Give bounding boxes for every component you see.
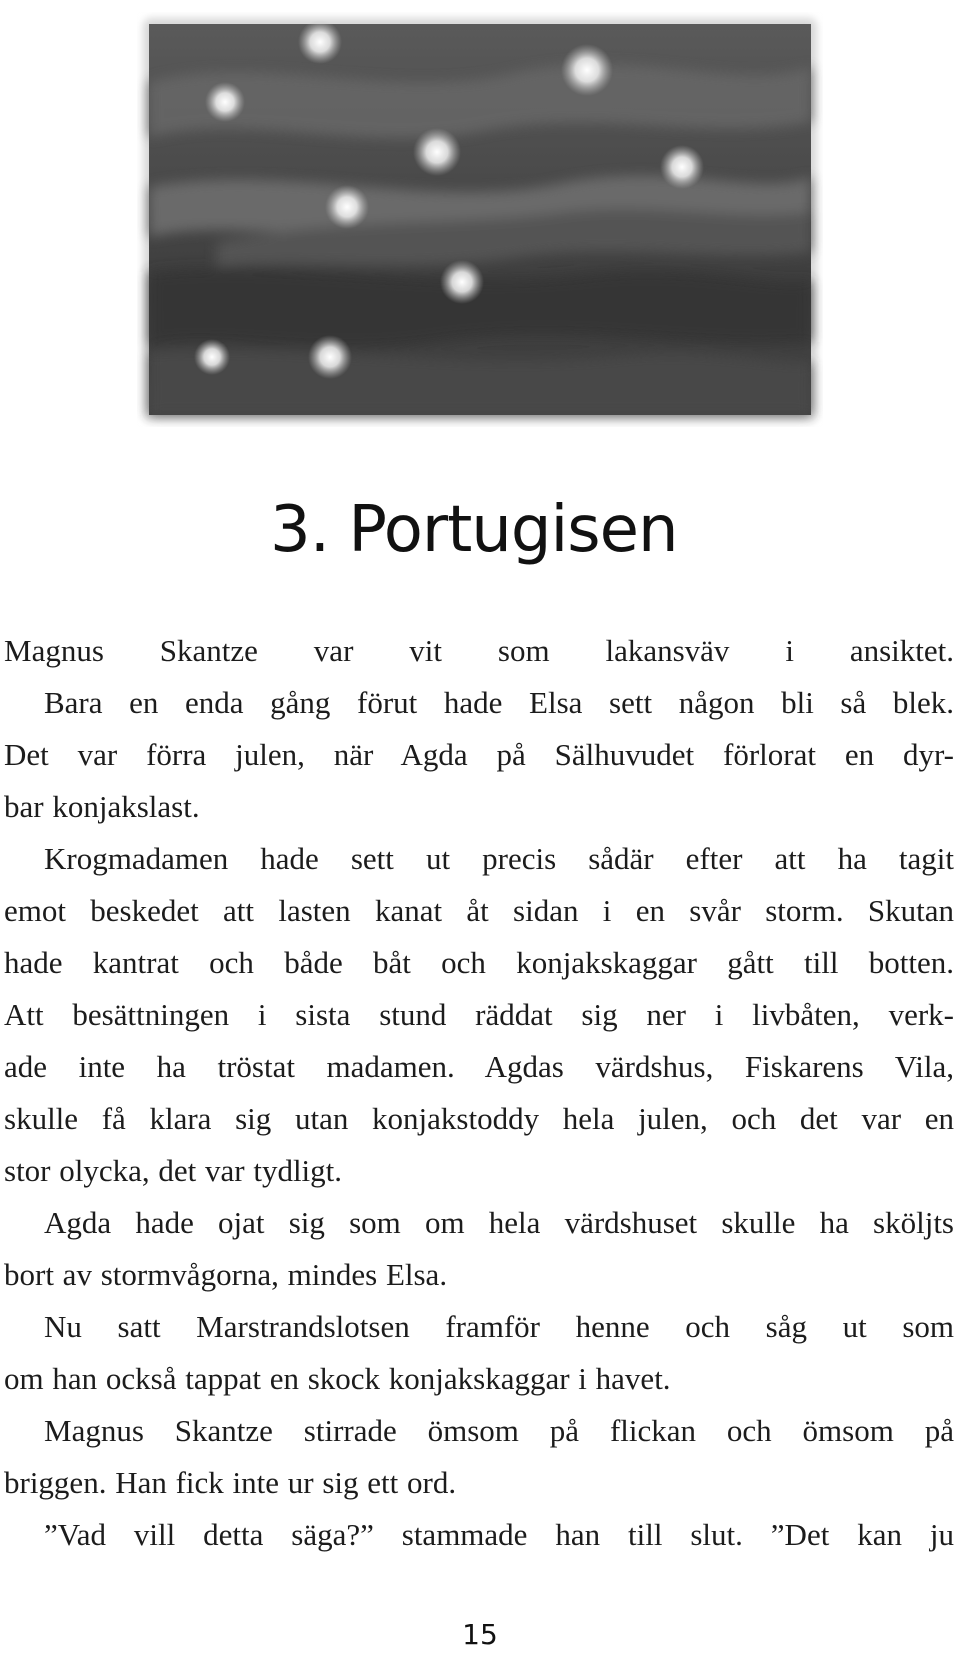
text-line: Agda hade ojat sig som om hela värdshuset skulle ha sköljts bbox=[44, 1205, 954, 1240]
text-line: ade inte ha tröstat madamen. Agdas värdshus, Fiskarens Vila, bbox=[4, 1049, 954, 1084]
text-line: hade kantrat och både båt och konjakskaggar gått till botten. bbox=[4, 945, 954, 980]
page-number: 15 bbox=[462, 1618, 498, 1651]
text-line: bort av stormvågorna, mindes Elsa. bbox=[4, 1257, 448, 1292]
text-line: ”Vad vill detta säga?” stammade han till slut. ”Det kan ju bbox=[44, 1517, 954, 1552]
text-line: emot beskedet att lasten kanat åt sidan i en svår storm. Skutan bbox=[4, 893, 954, 928]
chapter-title: 3. Portugisen bbox=[270, 493, 678, 567]
text-line: Krogmadamen hade sett ut precis sådär efter att ha tagit bbox=[44, 841, 954, 876]
text-line: om han också tappat en skock konjakskaggar i havet. bbox=[4, 1361, 671, 1396]
night-sky-illustration bbox=[137, 12, 823, 427]
text-line: Bara en enda gång förut hade Elsa sett någon bli så blek. bbox=[44, 685, 954, 720]
text-line: skulle få klara sig utan konjakstoddy hela julen, och det var en bbox=[4, 1101, 954, 1136]
text-line: briggen. Han fick inte ur sig ett ord. bbox=[4, 1465, 457, 1500]
text-line: stor olycka, det var tydligt. bbox=[4, 1153, 343, 1188]
text-line: Det var förra julen, när Agda på Sälhuvudet förlorat en dyr- bbox=[4, 737, 954, 772]
body-text bbox=[4, 625, 954, 1561]
text-line: Magnus Skantze stirrade ömsom på flickan och ömsom på bbox=[44, 1413, 954, 1448]
text-line: Nu satt Marstrandslotsen framför henne och såg ut som bbox=[44, 1309, 954, 1344]
text-line: Att besättningen i sista stund räddat sig ner i livbåten, verk- bbox=[4, 997, 954, 1032]
text-line: bar konjakslast. bbox=[4, 789, 200, 824]
text-line: Magnus Skantze var vit som lakansväv i ansiktet. bbox=[4, 633, 954, 668]
